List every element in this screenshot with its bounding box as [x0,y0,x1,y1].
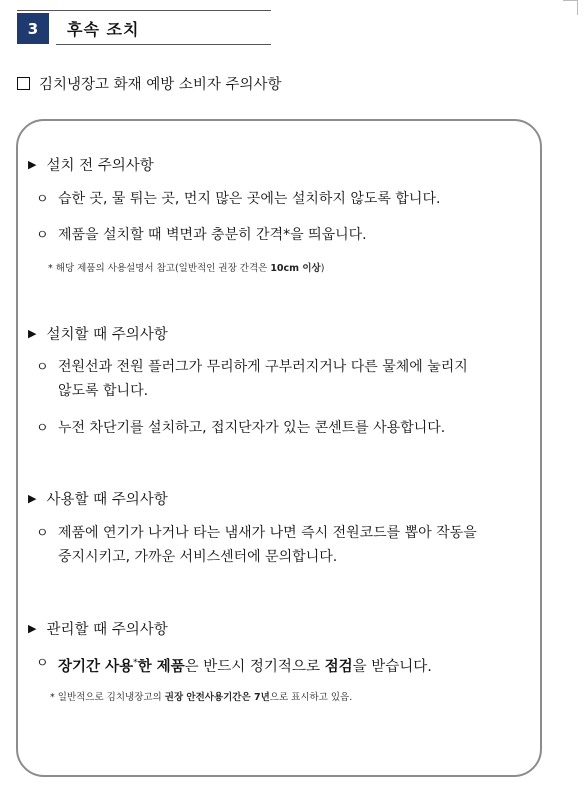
subheading-text: 설치 전 주의사항 [46,158,154,174]
list-item-continuation [36,378,544,405]
triangle-icon: ▶ [28,327,37,340]
subheading-during-install [28,323,168,344]
triangle-icon: ▶ [28,492,37,505]
bullet-icon: ㅇ [36,421,49,436]
item-text: 제품에 연기가 나거나 타는 냄새가 나면 즉시 전원코드를 뽑아 작동을 [58,525,477,541]
footnote-lifetime: * 일반적으로 김치냉장고의 권장 안전사용기간은 7년으로 표시하고 있음. [50,692,353,703]
section-number: 3 [17,13,49,44]
item-text: 중지시키고, 가까운 서비스센터에 문의합니다. [58,549,338,565]
list-item [36,415,544,442]
bullet-icon: ㅇ [36,228,49,243]
triangle-icon: ▶ [28,622,37,635]
list-item [36,520,544,547]
bullet-icon: ㅇ [36,192,49,207]
subheading-during-use [28,488,168,509]
checkbox-icon [17,77,30,90]
subheading-text: 사용할 때 주의사항 [46,492,168,508]
list-item [36,222,544,249]
heading-text: 김치냉장고 화재 예방 소비자 주의사항 [39,77,282,93]
item-text: 습한 곳, 물 튀는 곳, 먼지 많은 곳에는 설치하지 않도록 합니다. [58,191,441,207]
bullet-icon: ㅇ [36,526,49,541]
item-text: 장기간 사용*한 제품은 반드시 정기적으로 점검을 받습니다. [58,658,432,675]
list-item [36,650,544,681]
bullet-icon: ㅇ [36,656,49,671]
section-title: 후속 조치 [67,20,140,39]
section-header [17,13,139,44]
item-text: 누전 차단기를 설치하고, 접지단자가 있는 콘센트를 사용합니다. [58,420,446,436]
bullet-icon: ㅇ [36,360,49,375]
page-corner-mark [563,0,578,15]
triangle-icon: ▶ [28,158,37,171]
list-item [36,354,544,381]
list-item [36,186,544,213]
page-heading [17,73,282,94]
subheading-text: 관리할 때 주의사항 [46,622,168,638]
footnote-spacing: * 해당 제품의 사용설명서 참고(일반적인 권장 간격은 10cm 이상) [48,263,325,274]
list-item-continuation [36,544,544,571]
item-text: 제품을 설치할 때 벽면과 충분히 간격*을 띄웁니다. [58,227,367,243]
subheading-before-install [28,154,154,175]
item-text: 전원선과 전원 플러그가 무리하게 구부러지거나 다른 물체에 눌리지 [58,359,468,375]
header-bottom-rule [56,44,271,45]
subheading-text: 설치할 때 주의사항 [46,327,168,343]
item-text: 않도록 합니다. [58,383,149,399]
header-top-rule [17,10,271,11]
subheading-maintenance [28,618,168,639]
